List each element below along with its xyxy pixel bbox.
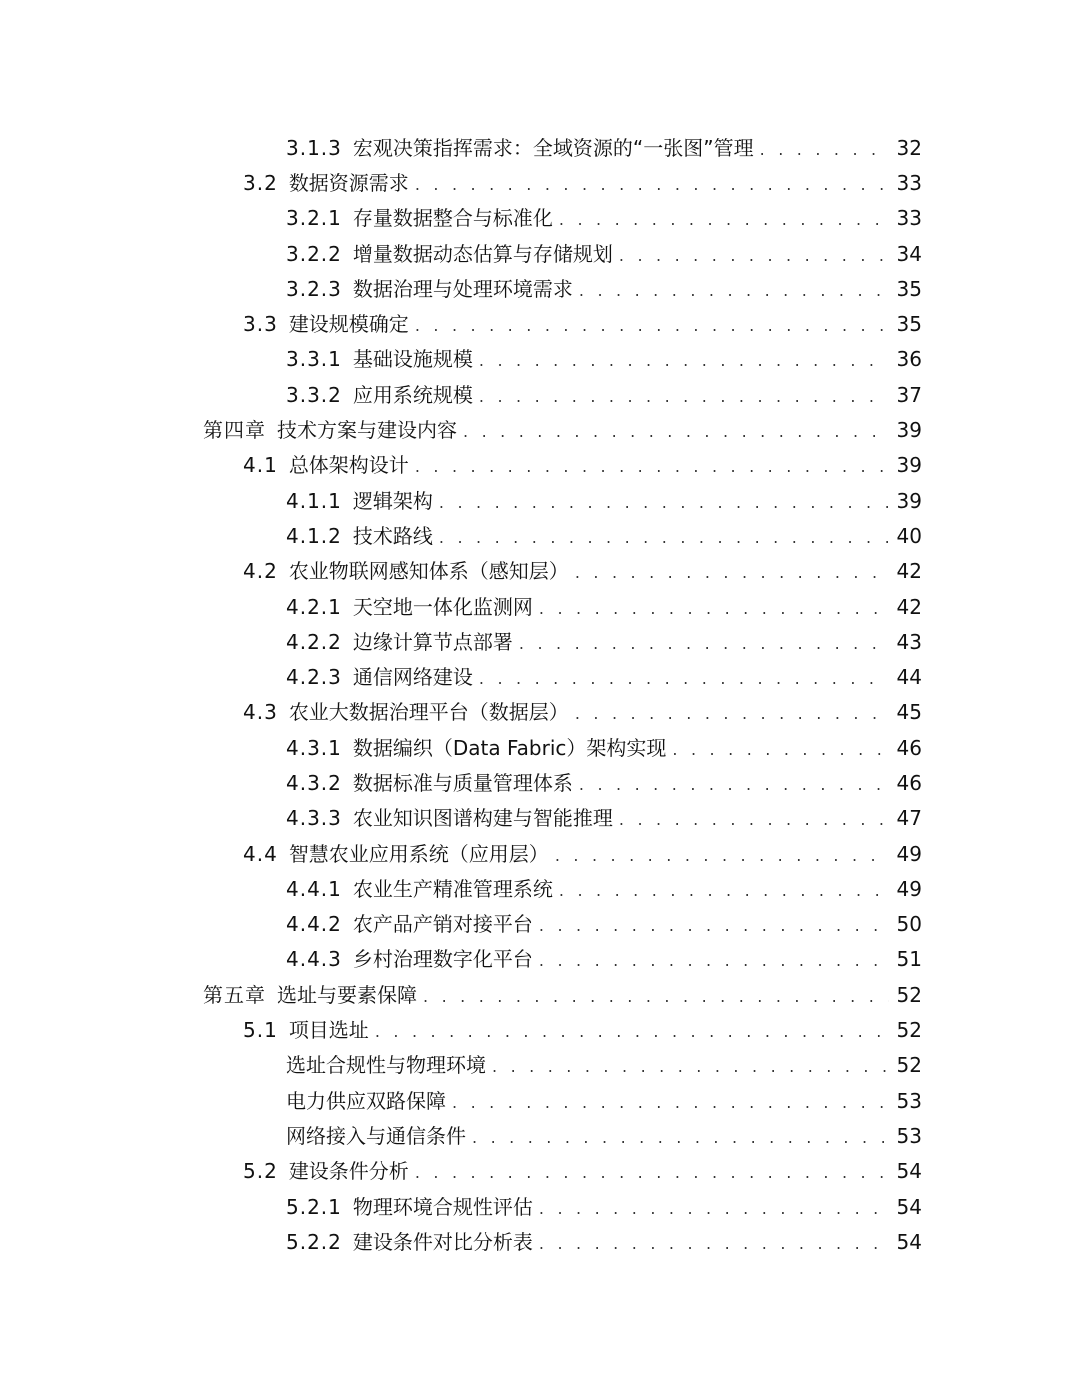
toc-entry-title: 基础设施规模 — [352, 347, 473, 372]
toc-entry-title: 农业大数据治理平台（数据层） — [288, 700, 569, 725]
toc-dot-leader — [539, 918, 889, 934]
toc-dot-leader — [539, 953, 889, 969]
toc-entry-line — [243, 1012, 922, 1047]
toc-dot-leader — [439, 530, 889, 546]
toc-page-number: 37 — [896, 382, 922, 407]
toc-entry[interactable] — [0, 1048, 1080, 1083]
toc-entry-title: 宏观决策指挥需求：全域资源的“一张图”管理 — [352, 135, 754, 160]
toc-entry-title: 建设条件对比分析表 — [352, 1229, 533, 1254]
toc-entry-title: 数据标准与质量管理体系 — [352, 770, 573, 795]
toc-entry-title: 建设规模确定 — [288, 312, 409, 337]
toc-entry-number: 4.1 — [243, 453, 278, 478]
toc-page-number: 52 — [896, 1018, 922, 1043]
toc-entry-title: 逻辑架构 — [352, 488, 433, 513]
toc-entry-title: 农产品产销对接平台 — [352, 912, 533, 937]
toc-entry-line — [203, 412, 922, 447]
toc-entry-line — [243, 1154, 922, 1189]
toc-entry[interactable] — [0, 306, 1080, 341]
toc-entry-line — [286, 201, 922, 236]
toc-page-number: 39 — [896, 453, 922, 478]
toc-entry[interactable] — [0, 483, 1080, 518]
toc-entry-line — [243, 306, 922, 341]
toc-dot-leader — [619, 248, 889, 264]
toc-page-number: 36 — [896, 347, 922, 372]
toc-entry-number: 4.4 — [243, 841, 278, 866]
toc-entry-number: 3.2 — [243, 170, 278, 195]
toc-dot-leader — [579, 283, 889, 299]
toc-entry-line — [286, 130, 922, 165]
toc-page-number: 54 — [896, 1159, 922, 1184]
toc-entry-number: 3.2.1 — [286, 206, 342, 231]
toc-entry-title: 数据资源需求 — [288, 170, 409, 195]
toc-page-number: 40 — [896, 523, 922, 548]
toc-dot-leader — [479, 353, 889, 369]
toc-entry-title: 技术路线 — [352, 523, 433, 548]
toc-entry-number: 4.4.3 — [286, 947, 342, 972]
toc-entry[interactable] — [0, 518, 1080, 553]
toc-entry-line — [286, 377, 922, 412]
toc-entry-line — [243, 448, 922, 483]
toc-entry-line — [286, 1118, 922, 1153]
toc-entry-line — [286, 483, 922, 518]
toc-entry-line — [286, 624, 922, 659]
toc-dot-leader — [415, 177, 889, 193]
toc-entry[interactable] — [0, 412, 1080, 447]
toc-entry-number: 3.3.1 — [286, 347, 342, 372]
toc-entry-line — [286, 1083, 922, 1118]
toc-entry-line — [286, 236, 922, 271]
toc-entry[interactable] — [0, 1189, 1080, 1224]
toc-entry-number: 第四章 — [203, 418, 266, 443]
toc-entry[interactable] — [0, 624, 1080, 659]
toc-entry-number: 第五章 — [203, 982, 266, 1007]
toc-entry-number: 4.4.1 — [286, 876, 342, 901]
table-of-contents — [0, 130, 1080, 1260]
toc-page-number: 52 — [896, 1053, 922, 1078]
toc-entry[interactable] — [0, 165, 1080, 200]
toc-entry[interactable] — [0, 342, 1080, 377]
toc-entry-title: 物理环境合规性评估 — [352, 1194, 533, 1219]
toc-entry-line — [286, 1189, 922, 1224]
toc-page-number: 42 — [896, 559, 922, 584]
toc-entry-number: 4.3.1 — [286, 735, 342, 760]
toc-entry[interactable] — [0, 659, 1080, 694]
toc-entry[interactable] — [0, 448, 1080, 483]
toc-entry-number: 5.2.1 — [286, 1194, 342, 1219]
toc-page-number: 47 — [896, 806, 922, 831]
toc-entry-title: 数据编织（Data Fabric）架构实现 — [352, 735, 667, 760]
toc-entry-number: 4.2.1 — [286, 594, 342, 619]
toc-entry-line — [286, 1048, 922, 1083]
toc-entry-line — [243, 165, 922, 200]
toc-entry-title: 总体架构设计 — [288, 453, 409, 478]
toc-entry-number: 5.2.2 — [286, 1229, 342, 1254]
toc-entry-number: 4.4.2 — [286, 912, 342, 937]
toc-page-number: 54 — [896, 1194, 922, 1219]
toc-dot-leader — [423, 989, 889, 1005]
toc-page-number: 35 — [896, 276, 922, 301]
toc-entry[interactable] — [0, 236, 1080, 271]
toc-entry-number: 4.2.2 — [286, 629, 342, 654]
toc-page-number: 45 — [896, 700, 922, 725]
toc-entry-line — [286, 271, 922, 306]
toc-entry[interactable] — [0, 1118, 1080, 1153]
toc-entry[interactable] — [0, 871, 1080, 906]
toc-entry-number: 4.2.3 — [286, 665, 342, 690]
toc-entry-number: 4.1.2 — [286, 523, 342, 548]
toc-dot-leader — [539, 1236, 889, 1252]
toc-entry-title: 边缘计算节点部署 — [352, 629, 513, 654]
toc-page-number: 50 — [896, 912, 922, 937]
toc-page-number: 51 — [896, 947, 922, 972]
toc-entry[interactable] — [0, 942, 1080, 977]
toc-entry-number: 3.2.3 — [286, 276, 342, 301]
toc-dot-leader — [463, 424, 889, 440]
toc-entry-title: 农业知识图谱构建与智能推理 — [352, 806, 613, 831]
toc-entry-number: 4.2 — [243, 559, 278, 584]
toc-entry[interactable] — [0, 695, 1080, 730]
toc-entry-line — [286, 765, 922, 800]
toc-entry[interactable] — [0, 1083, 1080, 1118]
toc-entry-number: 5.1 — [243, 1018, 278, 1043]
toc-dot-leader — [415, 318, 889, 334]
toc-entry[interactable] — [0, 377, 1080, 412]
toc-page-number: 53 — [896, 1088, 922, 1113]
toc-entry[interactable] — [0, 201, 1080, 236]
toc-entry-number: 3.3.2 — [286, 382, 342, 407]
toc-dot-leader — [479, 389, 889, 405]
toc-entry-title: 项目选址 — [288, 1018, 369, 1043]
toc-entry[interactable] — [0, 730, 1080, 765]
toc-entry-number: 3.3 — [243, 312, 278, 337]
toc-page-number: 39 — [896, 418, 922, 443]
toc-dot-leader — [375, 1024, 889, 1040]
toc-entry-title: 农业物联网感知体系（感知层） — [288, 559, 569, 584]
toc-entry-number: 3.1.3 — [286, 135, 342, 160]
toc-page-number: 34 — [896, 241, 922, 266]
toc-dot-leader — [539, 1201, 889, 1217]
toc-dot-leader — [479, 671, 889, 687]
toc-entry[interactable] — [0, 1012, 1080, 1047]
toc-entry-number: 3.2.2 — [286, 241, 342, 266]
toc-page-number: 46 — [896, 735, 922, 760]
toc-dot-leader — [575, 706, 889, 722]
toc-entry[interactable] — [0, 130, 1080, 165]
toc-entry-line — [243, 836, 922, 871]
toc-dot-leader — [452, 1095, 889, 1111]
toc-page-number: 33 — [896, 170, 922, 195]
toc-page-number: 44 — [896, 665, 922, 690]
toc-dot-leader — [415, 459, 889, 475]
toc-entry-number: 5.2 — [243, 1159, 278, 1184]
toc-page-number: 52 — [896, 982, 922, 1007]
toc-dot-leader — [415, 1165, 889, 1181]
toc-entry-line — [286, 801, 922, 836]
toc-page-number: 49 — [896, 841, 922, 866]
toc-page-number: 53 — [896, 1123, 922, 1148]
toc-dot-leader — [439, 495, 889, 511]
toc-dot-leader — [472, 1130, 889, 1146]
toc-page-number: 49 — [896, 876, 922, 901]
toc-entry[interactable] — [0, 836, 1080, 871]
toc-entry-line — [286, 589, 922, 624]
toc-entry-title: 增量数据动态估算与存储规划 — [352, 241, 613, 266]
toc-page-number: 35 — [896, 312, 922, 337]
toc-page-number: 42 — [896, 594, 922, 619]
toc-entry-title: 选址与要素保障 — [277, 982, 417, 1007]
toc-entry-line — [203, 977, 922, 1012]
toc-entry[interactable] — [0, 554, 1080, 589]
toc-page-number: 46 — [896, 770, 922, 795]
toc-page-number: 39 — [896, 488, 922, 513]
toc-entry-title: 存量数据整合与标准化 — [352, 206, 553, 231]
toc-dot-leader — [555, 848, 889, 864]
toc-entry-line — [243, 554, 922, 589]
toc-entry-title: 智慧农业应用系统（应用层） — [288, 841, 549, 866]
toc-entry[interactable] — [0, 801, 1080, 836]
toc-dot-leader — [559, 883, 889, 899]
toc-entry-number: 4.3.3 — [286, 806, 342, 831]
toc-entry-number: 4.3 — [243, 700, 278, 725]
toc-dot-leader — [619, 812, 889, 828]
toc-entry-title: 网络接入与通信条件 — [286, 1123, 466, 1148]
toc-entry-title: 天空地一体化监测网 — [352, 594, 533, 619]
toc-entry-line — [286, 1224, 922, 1259]
toc-dot-leader — [559, 212, 889, 228]
toc-entry-line — [286, 907, 922, 942]
toc-entry-title: 建设条件分析 — [288, 1159, 409, 1184]
toc-entry-line — [286, 518, 922, 553]
toc-page-number: 43 — [896, 629, 922, 654]
toc-entry-title: 通信网络建设 — [352, 665, 473, 690]
toc-entry-title: 农业生产精准管理系统 — [352, 876, 553, 901]
toc-page-number: 33 — [896, 206, 922, 231]
toc-page-number: 54 — [896, 1229, 922, 1254]
toc-dot-leader — [519, 636, 889, 652]
toc-entry-title: 应用系统规模 — [352, 382, 473, 407]
toc-entry-line — [286, 659, 922, 694]
toc-entry-title: 选址合规性与物理环境 — [286, 1053, 486, 1078]
toc-entry-number: 4.3.2 — [286, 770, 342, 795]
toc-entry-title: 数据治理与处理环境需求 — [352, 276, 573, 301]
toc-entry-line — [286, 342, 922, 377]
toc-entry-title: 乡村治理数字化平台 — [352, 947, 533, 972]
toc-dot-leader — [539, 601, 889, 617]
toc-entry-line — [286, 730, 922, 765]
toc-entry[interactable] — [0, 907, 1080, 942]
toc-dot-leader — [575, 565, 889, 581]
toc-entry-title: 技术方案与建设内容 — [277, 418, 457, 443]
toc-dot-leader — [579, 777, 889, 793]
toc-entry-title: 电力供应双路保障 — [286, 1088, 446, 1113]
toc-dot-leader — [760, 142, 889, 158]
toc-entry[interactable] — [0, 765, 1080, 800]
toc-entry-line — [286, 942, 922, 977]
toc-dot-leader — [492, 1059, 889, 1075]
toc-entry-line — [243, 695, 922, 730]
toc-entry-number: 4.1.1 — [286, 488, 342, 513]
toc-entry-line — [286, 871, 922, 906]
toc-page-number: 32 — [896, 135, 922, 160]
toc-dot-leader — [672, 742, 888, 758]
toc-entry[interactable] — [0, 977, 1080, 1012]
toc-entry[interactable] — [0, 271, 1080, 306]
toc-entry[interactable] — [0, 1224, 1080, 1259]
toc-entry[interactable] — [0, 1154, 1080, 1189]
toc-entry[interactable] — [0, 589, 1080, 624]
